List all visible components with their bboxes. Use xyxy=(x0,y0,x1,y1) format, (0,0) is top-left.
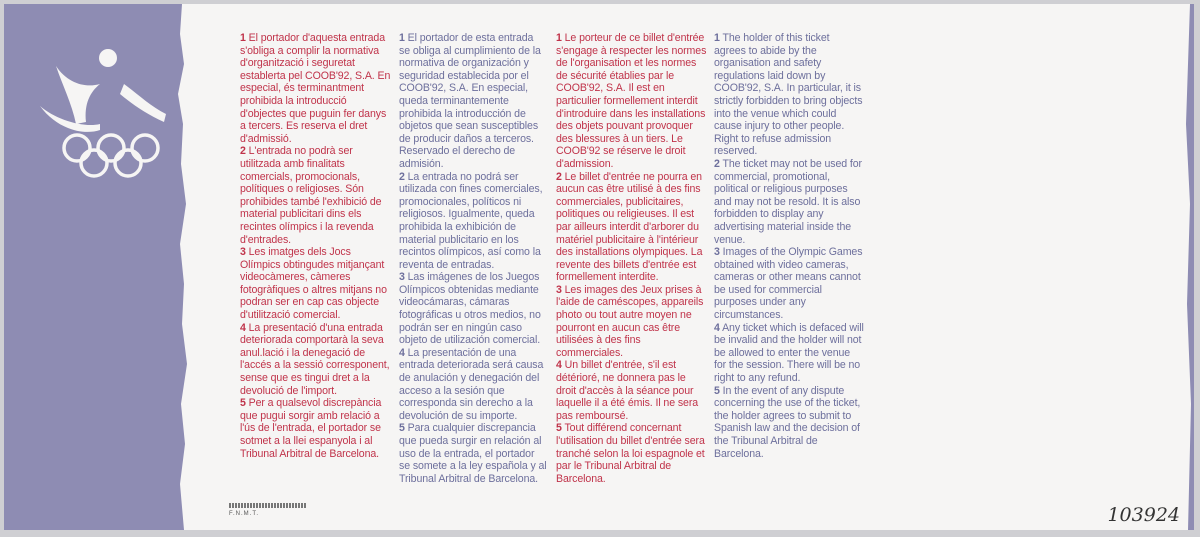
printer-imprint xyxy=(229,503,319,530)
terms-catalan xyxy=(240,32,392,460)
handwritten-serial: 103924 xyxy=(1107,504,1180,526)
term-3: 3 Les images des Jeux prises à l'aide de caméscopes, appareils photo ou tout autre moyen ne pourront en aucun cas être utilisées à des fins commerciales. xyxy=(556,283,704,359)
term-4: 4 Any ticket which is defaced will be invalid and the holder will not be allowed to enter the venue for the session. There will be no right to any refund. xyxy=(714,321,864,385)
term-5: 5 Tout différend concernant l'utilisation du billet d'entrée sera tranché selon la loi espagnole et par le Tribunal Arbitral de Barcelona. xyxy=(556,422,705,485)
term-1: 1 Le porteur de ce billet d'entrée s'engage à respecter les normes de l'organisation et les normes de sécurité établies par le COOB'92, S.A. Il est en particulier formellement interdit d'introduire dans les installations des objets pouvant provoquer des blessures à un tiers. Le COOB'92 se réserve le droit d'admission. xyxy=(556,32,707,170)
term-1: 1 The holder of this ticket agrees to abide by the organisation and safety regulations laid down by COOB'92, S.A. In particular, it is strictly forbidden to bring objects into the venue which could cause injury to other people. Right to refuse admission reserved. xyxy=(714,32,863,158)
term-2: 2 La entrada no podrá ser utilizada con fines comerciales, promocionales, políticos ni religiosos. Igualmente, queda prohibida la exhibición de material publicitario en los recintos olímpicos, así como la reventa de entradas. xyxy=(399,170,543,271)
term-5: 5 In the event of any dispute concerning the use of the ticket, the holder agrees to submit to Spanish law and the decision of the Tribunal Arbitral de Barcelona. xyxy=(714,384,861,460)
term-2: 2 L'entrada no podrà ser utilitzada amb finalitats comercials, promocionals, polítiques o religioses. Són prohibides també l'exhibició de material publicitari dins els recintes olímpics i la revenda d'entrades. xyxy=(240,145,382,246)
ticket-back xyxy=(4,4,1194,530)
terms-french xyxy=(556,32,708,485)
term-4: 4 Un billet d'entrée, s'il est détérioré, ne donnera pas le droit d'accès à la séance pour laquelle il a été émis. Il ne sera pas remboursé. xyxy=(556,359,699,422)
term-2: 2 Le billet d'entrée ne pourra en aucun cas être utilisé à des fins commerciales, publicitaires, politiques ou religieuses. Il est par ailleurs interdit d'arborer du matériel publicitaire à l'intérieur des installations olympiques. La revente des billets d'entrée est formellement interdite. xyxy=(556,170,703,284)
term-3: 3 Images of the Olympic Games obtained with video cameras, cameras or other means cannot be used for commercial purposes under any circumstances. xyxy=(714,246,863,322)
imprint-label: F.N.M.T. xyxy=(229,511,259,517)
terms-spanish xyxy=(399,32,547,485)
right-edge-band xyxy=(1184,4,1194,530)
term-1: 1 El portador de esta entrada se obliga al cumplimiento de la normativa de organización y seguridad establecida por el COOB'92, S.A. En especial, queda terminantemente prohibida la introducción de objetos que sean susceptibles de producir daños a terceros. Reservado el derecho de admisión. xyxy=(399,32,541,170)
imprint-microtext xyxy=(229,503,307,508)
term-5: 5 Para cualquier discrepancia que pueda surgir en relación al uso de la entrada, el portador se somete a la ley española y al Tribunal Arbitral de Barcelona. xyxy=(399,422,547,485)
terms-english xyxy=(714,32,864,460)
term-4: 4 La presentación de una entrada deteriorada será causa de anulación y denegación del acceso a la sesión que corresponda sin derecho a la devolución de su importe. xyxy=(399,346,544,422)
term-4: 4 La presentació d'una entrada deteriorada comportarà la seva anul.lació i la denegació de l'accés a la sessió corresponent, sense que es tingui dret a la devolució de l'import. xyxy=(240,321,390,397)
term-2: 2 The ticket may not be used for commercial, promotional, political or religious purposes and may not be resold. It is also forbidden to display any advertising material inside the venue. xyxy=(714,157,862,246)
term-3: 3 Les imatges dels Jocs Olímpics obtingudes mitjançant videocàmeres, càmeres fotogràfiques o altres mitjans no podran ser en cap cas objecte d'utilització comercial. xyxy=(240,246,387,322)
ticket-stub xyxy=(4,4,199,530)
term-1: 1 El portador d'aquesta entrada s'obliga a complir la normativa d'organització i seguretat establerta pel COOB'92, S.A. En especial, és terminantment prohibida la introducció d'objectes que puguin fer danys a tercers. Es reserva el dret d'admissió. xyxy=(240,32,391,145)
term-3: 3 Las imágenes de los Juegos Olímpicos obtenidas mediante videocámaras, cámaras fotográficas u otros medios, no podrán ser en ningún caso objeto de utilización comercial. xyxy=(399,271,541,347)
term-5: 5 Per a qualsevol discrepància que pugui sorgir amb relació a l'ús de l'entrada, el portador se sotmet a la llei espanyola i al Tribunal Arbitral de Barcelona. xyxy=(240,397,382,460)
olympic-rings-icon xyxy=(59,132,169,182)
